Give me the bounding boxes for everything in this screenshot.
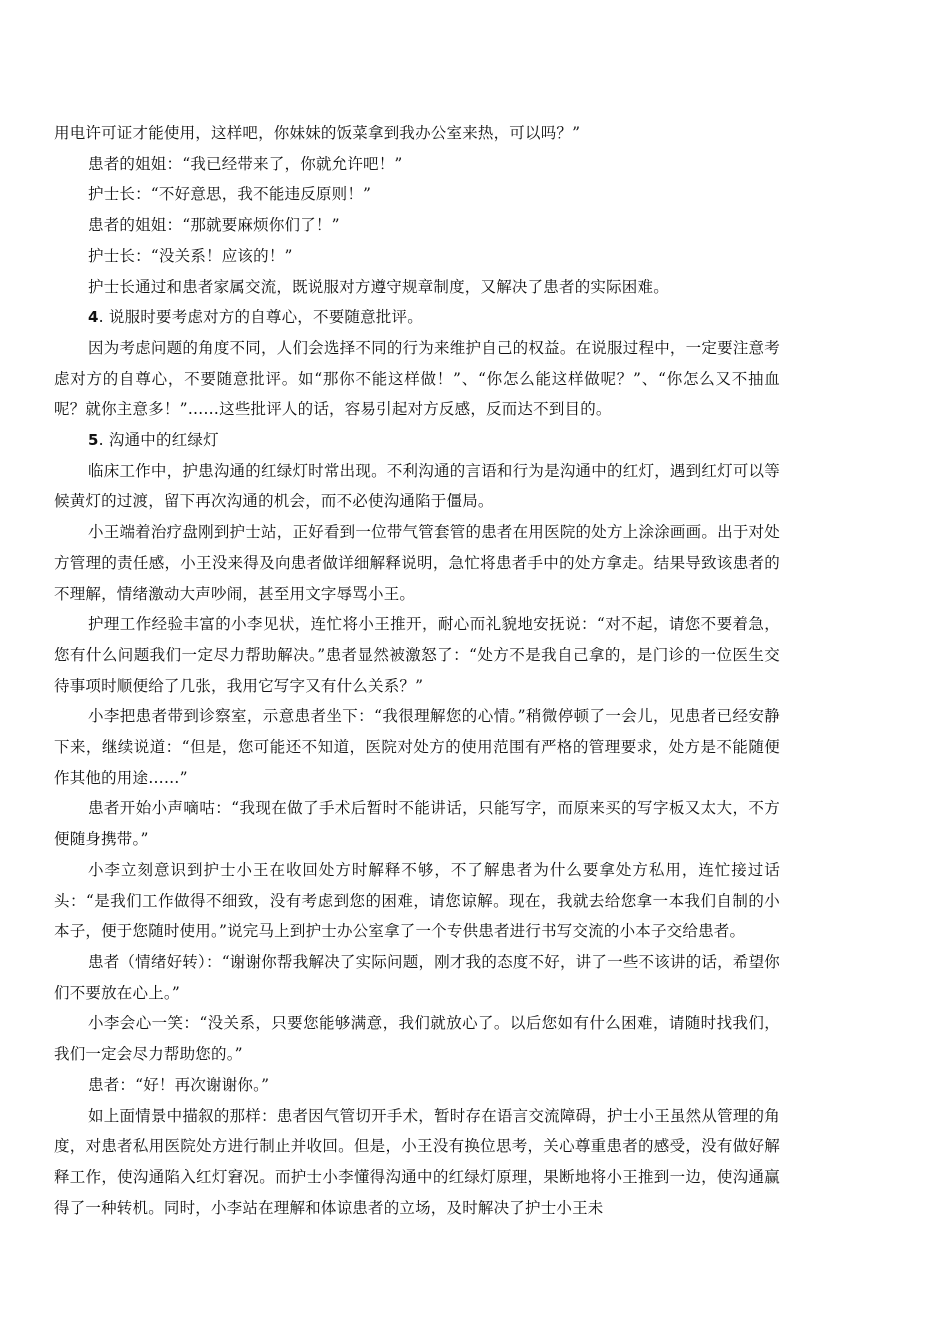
paragraph: 因为考虑问题的角度不同，人们会选择不同的行为来维护自己的权益。在说服过程中，一定要注意考虑对方的自尊心，不要随意批评。如“那你不能这样做！”、“你怎么能这样做呢？”、“你怎么又不抽血呢？就你主意多！”……这些批评人的话，容易引起对方反感，反而达不到目的。 bbox=[54, 338, 780, 419]
paragraph: 如上面情景中描叙的那样：患者因气管切开手术，暂时存在语言交流障碍，护士小王虽然从管理的角度，对患者私用医院处方进行制止并收回。但是，小王没有换位思考，关心尊重患者的感受，没有做好解释工作，使沟通陷入红灯窘况。而护士小李懂得沟通中的红绿灯原理，果断地将小王推到一边，使沟通赢得了一种转机。同时，小李站在理解和体谅患者的立场，及时解决了护士小王未 bbox=[54, 1106, 780, 1217]
paragraph: 患者的姐姐：“那就要麻烦你们了！” bbox=[88, 216, 340, 235]
paragraph: 护士长：“不好意思，我不能违反原则！” bbox=[88, 185, 372, 204]
paragraph: 患者的姐姐：“我已经带来了，你就允许吧！” bbox=[88, 154, 403, 173]
paragraph: 小李会心一笑：“没关系，只要您能够满意，我们就放心了。以后您如有什么困难，请随时找我们，我们一定会尽力帮助您的。” bbox=[54, 1014, 780, 1064]
section-title: . 沟通中的红绿灯 bbox=[98, 431, 219, 450]
paragraph: 护士长通过和患者家属交流，既说服对方遵守规章制度，又解决了患者的实际困难。 bbox=[88, 277, 669, 296]
paragraph: 小王端着治疗盘刚到护士站，正好看到一位带气管套管的患者在用医院的处方上涂涂画画。出于对处方管理的责任感，小王没来得及向患者做详细解释说明，急忙将患者手中的处方拿走。结果导致该患者的不理解，情绪激动大声吵闹，甚至用文字辱骂小王。 bbox=[54, 523, 780, 603]
document-body bbox=[54, 118, 780, 1223]
paragraph: 小李立刻意识到护士小王在收回处方时解释不够，不了解患者为什么要拿处方私用，连忙接过话头：“是我们工作做得不细致，没有考虑到您的困难，请您谅解。现在，我就去给您拿一本我们自制的小本子，便于您随时使用。”说完马上到护士办公室拿了一个专供患者进行书写交流的小本子交给患者。 bbox=[54, 860, 780, 941]
paragraph: 患者开始小声嘀咕：“我现在做了手术后暂时不能讲话，只能写字，而原来买的写字板又太大，不方便随身携带。” bbox=[54, 799, 780, 849]
paragraph: 患者（情绪好转）：“谢谢你帮我解决了实际问题，刚才我的态度不好，讲了一些不该讲的话，希望你们不要放在心上。” bbox=[54, 952, 780, 1002]
paragraph: 护士长：“没关系！应该的！” bbox=[88, 246, 293, 265]
paragraph: 小李把患者带到诊察室，示意患者坐下：“我很理解您的心情。”稍微停顿了一会儿，见患者已经安静下来，继续说道：“但是，您可能还不知道，医院对处方的使用范围有严格的管理要求，处方是不能随便作其他的用途……” bbox=[54, 707, 780, 787]
paragraph: 患者：“好！再次谢谢你。” bbox=[88, 1075, 270, 1094]
paragraph: 用电许可证才能使用，这样吧，你妹妹的饭菜拿到我办公室来热，可以吗？” bbox=[54, 124, 581, 142]
section-heading bbox=[54, 302, 780, 333]
section-heading bbox=[54, 425, 780, 456]
section-number: 5 bbox=[88, 431, 99, 450]
paragraph: 临床工作中，护患沟通的红绿灯时常出现。不利沟通的言语和行为是沟通中的红灯，遇到红灯可以等候黄灯的过渡，留下再次沟通的机会，而不必使沟通陷于僵局。 bbox=[54, 461, 780, 511]
section-number: 4 bbox=[88, 308, 99, 327]
paragraph: 护理工作经验丰富的小李见状，连忙将小王推开，耐心而礼貌地安抚说：“对不起，请您不要着急，您有什么问题我们一定尽力帮助解决。”患者显然被激怒了：“处方不是我自己拿的，是门诊的一位医生交待事项时顺便给了几张，我用它写字又有什么关系？” bbox=[54, 615, 780, 695]
section-title: . 说服时要考虑对方的自尊心，不要随意批评。 bbox=[98, 308, 423, 327]
